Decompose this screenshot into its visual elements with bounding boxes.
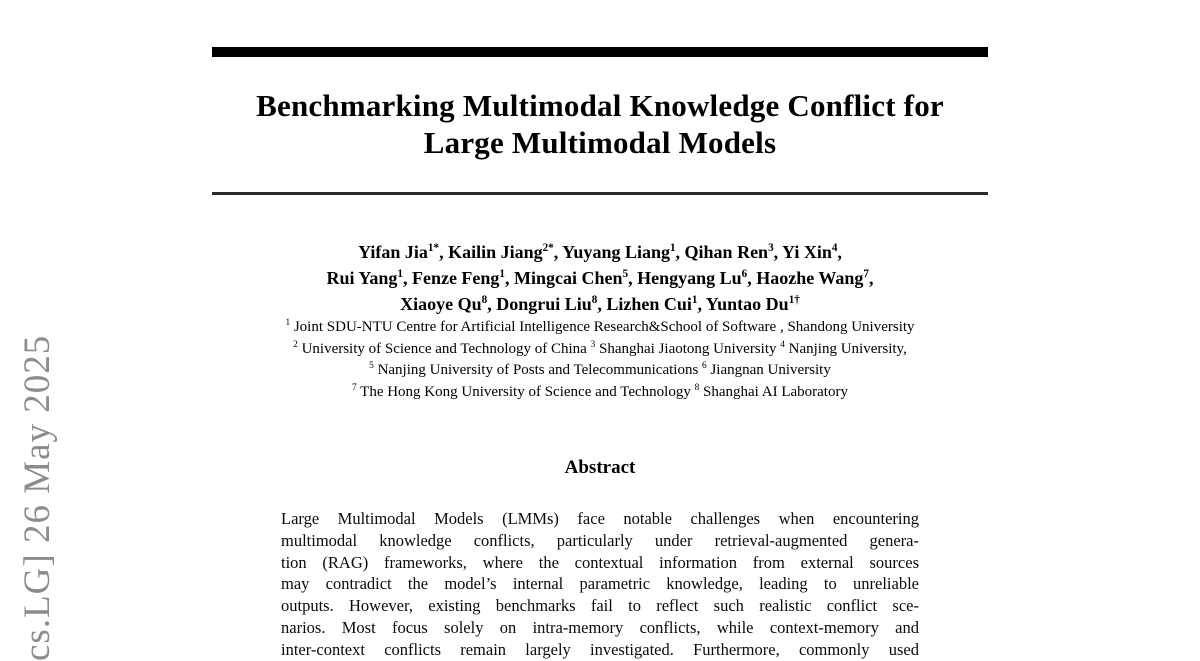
abstract-line: inter-context conflicts remain largely investigated. Furthermore, commonly used <box>281 639 919 659</box>
paper-title <box>212 87 988 161</box>
abstract-line: narios. Most focus solely on intra-memory conflicts, while context-memory and <box>281 617 919 637</box>
paper-title-line: Benchmarking Multimodal Knowledge Conflict for <box>256 88 944 123</box>
affiliation-line: $^5$ Nanjing University of Posts and Telecommunications $^6$ Jiangnan University <box>369 361 831 378</box>
abstract-line: multimodal knowledge conflicts, particularly under retrieval-augmented genera- <box>281 530 919 550</box>
abstract-line: Large Multimodal Models (LMMs) face notable challenges when encountering <box>281 509 919 528</box>
abstract-paragraph <box>281 508 919 661</box>
abstract-line: tion (RAG) frameworks, where the contextual information from external sources <box>281 552 919 572</box>
abstract-line: outputs. However, existing benchmarks fail to reflect such realistic conflict sce- <box>281 596 919 616</box>
abstract-heading: Abstract <box>564 457 636 478</box>
author-line: Yifan Jia$^{1*}$, Kailin Jiang$^{2*}$, Yuyang Liang$^1$, Qihan Ren$^3$, Yi Xin$^4$, <box>358 242 842 262</box>
author-line: Rui Yang$^1$, Fenze Feng$^1$, Mingcai Chen$^5$, Hengyang Lu$^6$, Haozhe Wang$^7$, <box>326 268 874 288</box>
abstract-line: may contradict the model’s internal parametric knowledge, leading to unreliable <box>281 574 919 594</box>
affiliation-line: $^7$ The Hong Kong University of Science and Technology $^8$ Shanghai AI Laboratory <box>352 382 848 400</box>
top-rule-bar <box>212 47 988 57</box>
title-divider-rule <box>212 192 988 195</box>
authors-block <box>162 239 1038 317</box>
arxiv-watermark: cs.LG] 26 May 2025 <box>17 334 58 661</box>
author-line: Xiaoye Qu$^8$, Dongrui Liu$^8$, Lizhen Cui$^1$, Yuntao $Du^{1\dagger}$ <box>400 294 800 314</box>
paper-title-line: Large Multimodal Models <box>423 125 777 160</box>
affiliation-line: $^1$ Joint SDU-NTU Centre for Artificial Intelligence Research&School of Software , Shandong University <box>285 318 915 335</box>
affiliations-block <box>162 317 1038 403</box>
affiliation-line: $^2$ University of Science and Technology of China $^3$ Shanghai Jiaotong University $^4$ Nanjing University, <box>293 339 907 357</box>
